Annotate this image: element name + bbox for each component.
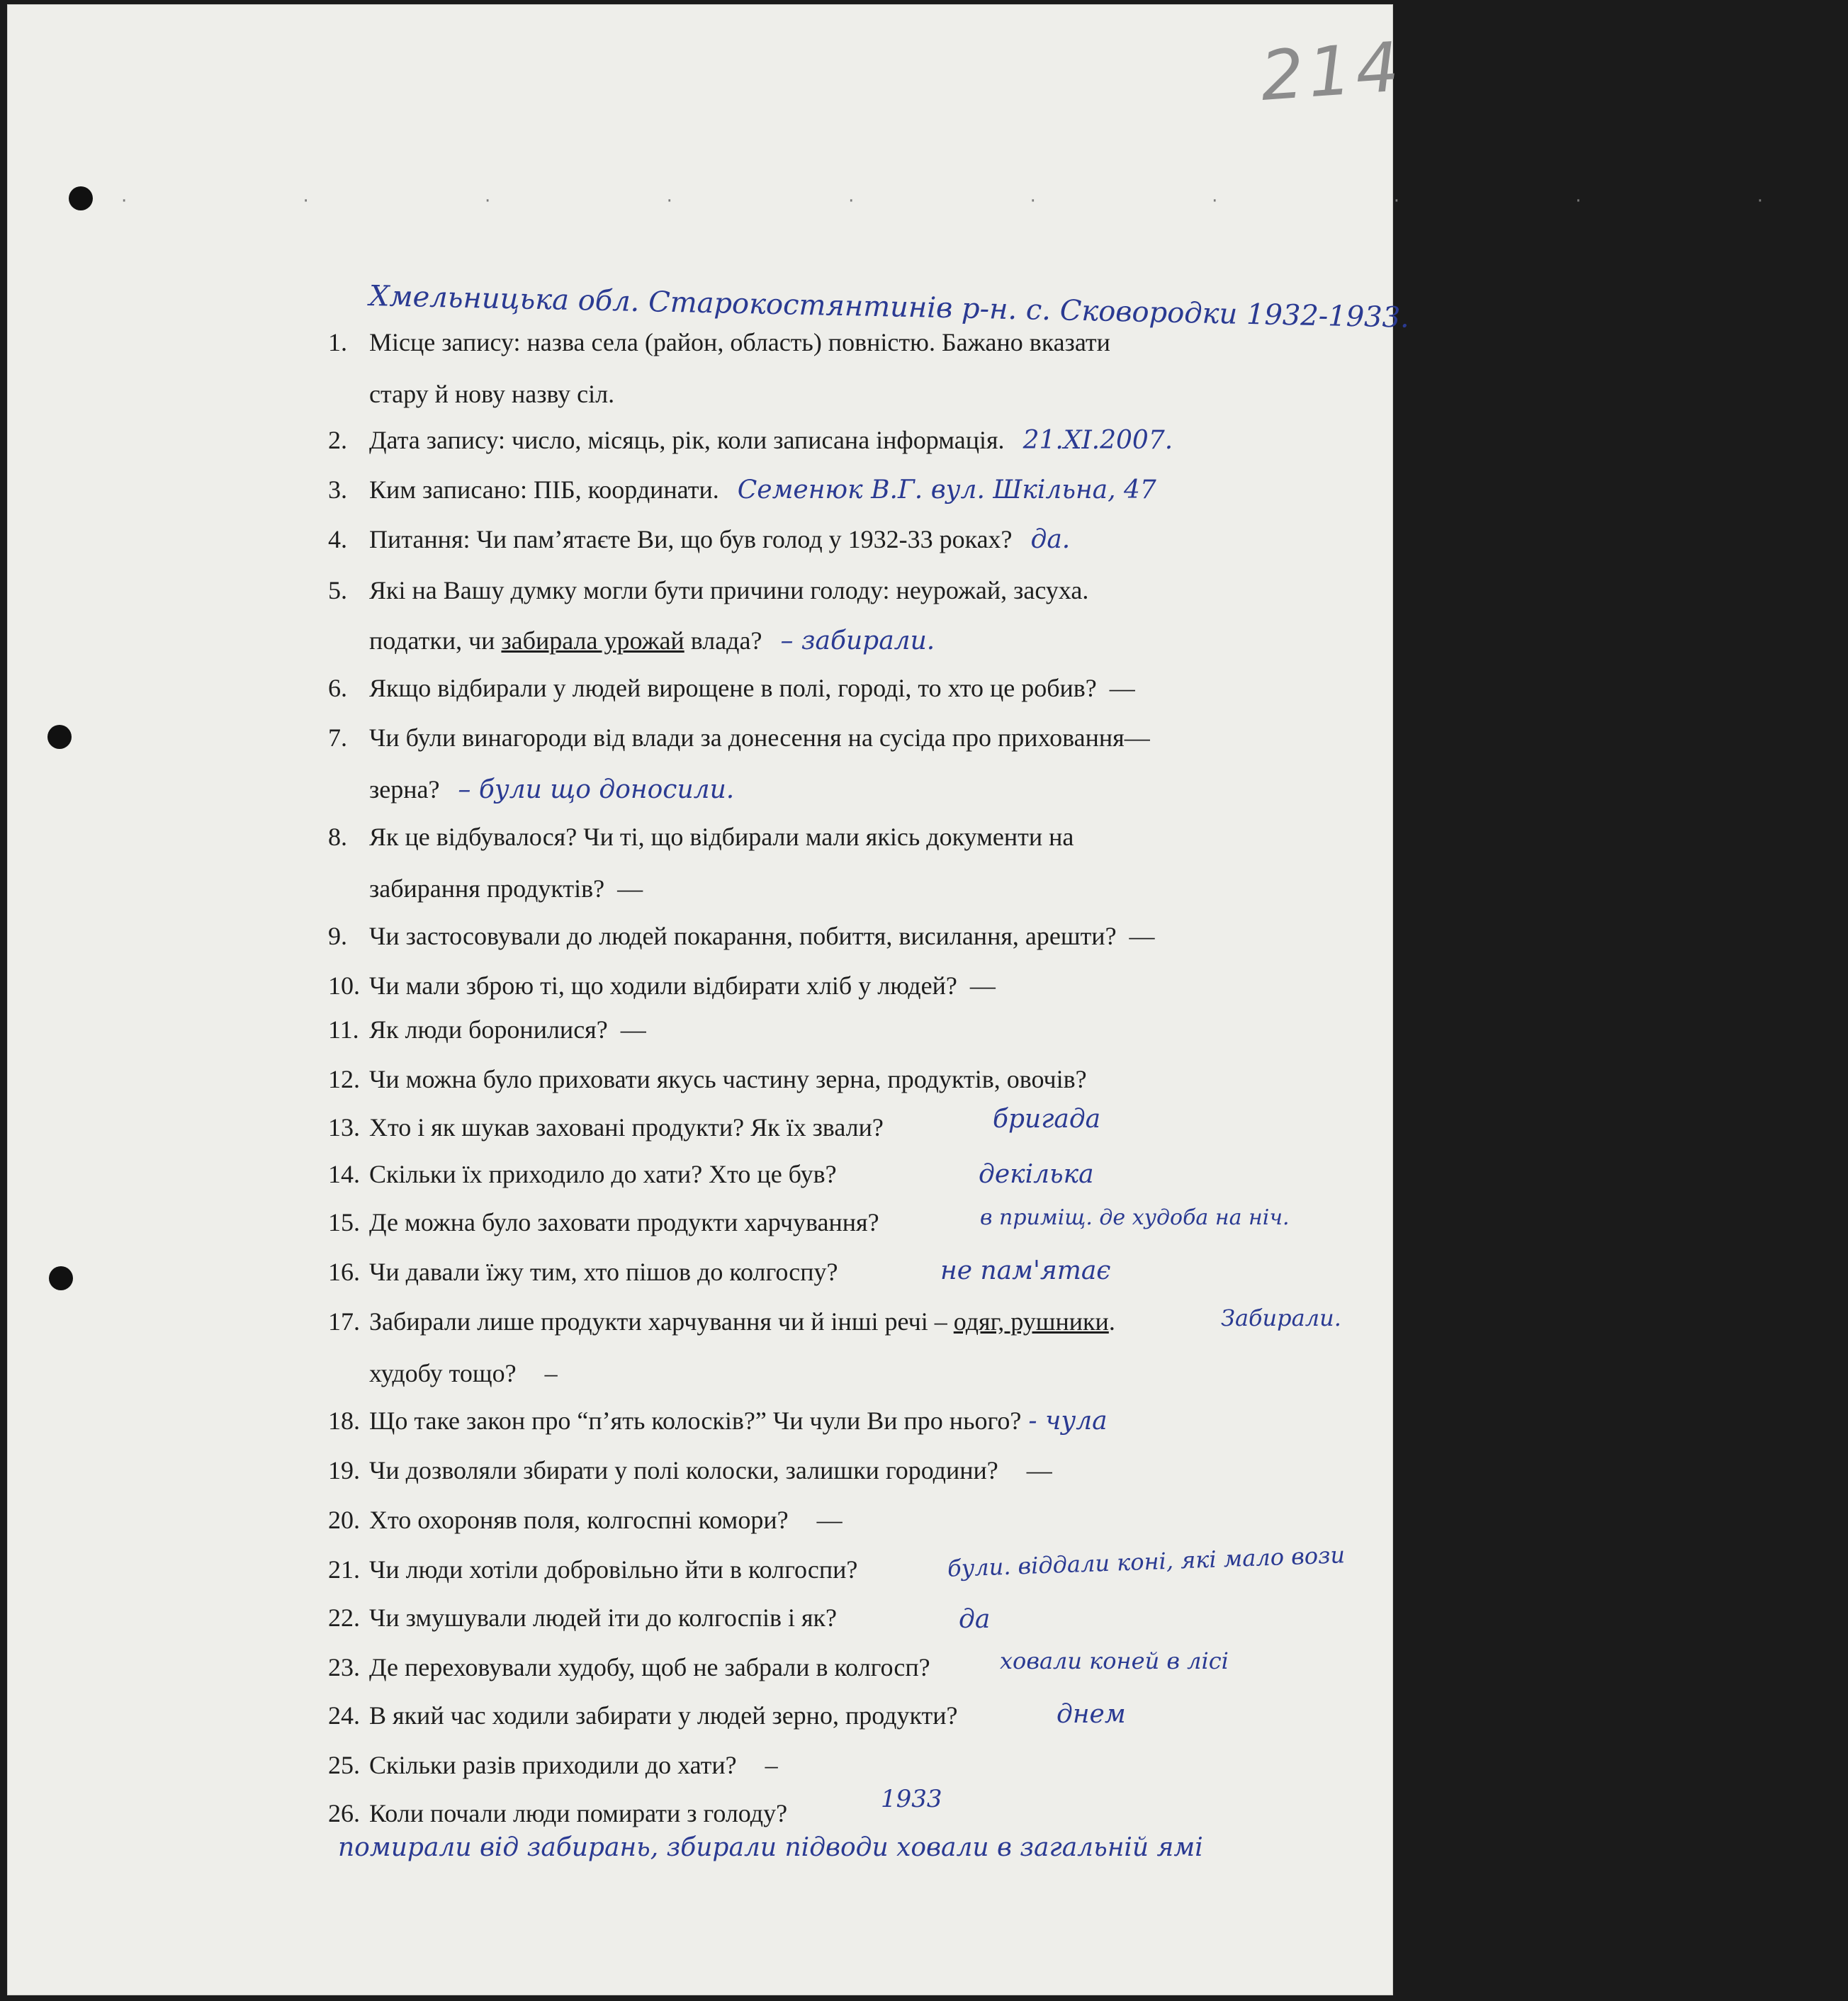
question-5: 5. Які на Вашу думку могли бути причини голоду: неурожай, засуха. <box>328 576 1089 604</box>
question-text: Чи змушували людей іти до колгоспів і як? <box>369 1603 838 1632</box>
handwritten-answer: – були що доносили. <box>458 775 735 804</box>
question-1 <box>328 329 1236 355</box>
question-17: 17. Забирали лише продукти харчування чи й інші речі – одяг, рушники. <box>328 1307 1115 1336</box>
question-text: Що таке закон про “п’ять колосків?” Чи чули Ви про нього? <box>369 1407 1022 1435</box>
handwritten-footer: помирали від забирань, збирали підводи ховали в загальній ямі <box>338 1833 1203 1862</box>
handwritten-answer: - чула <box>1028 1407 1108 1436</box>
decorative-dots: · · · · · · · · · · <box>121 191 1848 212</box>
question-text: Коли почали люди помирати з голоду? <box>369 1799 788 1827</box>
question-text: Питання: Чи пам’ятаєте Ви, що був голод у 1932-33 роках? <box>369 525 1013 553</box>
question-8-continuation: забирання продуктів? — <box>369 874 643 903</box>
handwritten-answer: Забирали. <box>1221 1304 1341 1331</box>
handwritten-answer: декілька <box>979 1160 1094 1189</box>
document-page <box>7 4 1848 1995</box>
question-25: 25. Скільки разів приходили до хати? – <box>328 1751 778 1779</box>
question-text: Як це відбувалося? Чи ті, що відбирали мали якісь документи на <box>369 823 1074 851</box>
handwritten-answer: да <box>959 1605 991 1634</box>
question-26: 26. Коли почали люди помирати з голоду? <box>328 1799 788 1827</box>
question-5-continuation: податки, чи забирала урожай влада? – забирали. <box>369 626 935 655</box>
question-text: Скільки разів приходили до хати? <box>369 1751 737 1779</box>
handwritten-answer: бригада <box>993 1105 1101 1134</box>
question-text: Де переховували худобу, щоб не забрали в колгосп? <box>369 1653 930 1681</box>
question-text: Чи мали зброю ті, що ходили відбирати хліб у людей? <box>369 971 957 1000</box>
question-text: Хто і як шукав заховані продукти? Як їх звали? <box>369 1113 884 1142</box>
question-19: 19. Чи дозволяли збирати у полі колоски, залишки городини? — <box>328 1456 1052 1484</box>
handwritten-header: Хмельницька обл. Старокостянтинів р-н. с. Сковородки 1932-1933. <box>368 280 1410 334</box>
handwritten-answer: Семенюк В.Г. вул. Шкільна, 47 <box>737 475 1156 505</box>
question-2: 2. Дата запису: число, місяць, рік, коли записана інформація. 21.XI.2007. <box>328 426 1173 455</box>
handwritten-answer: ховали коней в лісі <box>1000 1647 1229 1674</box>
question-text: Які на Вашу думку могли бути причини голоду: неурожай, засуха. <box>369 576 1089 604</box>
question-text: Чи можна було приховати якусь частину зерна, продуктів, овочів? <box>369 1065 1087 1093</box>
question-13: 13. Хто і як шукав заховані продукти? Як їх звали? <box>328 1113 884 1142</box>
question-text: Місце запису: назва села (район, область) повністю. Бажано вказати <box>369 328 1110 356</box>
question-text: В який час ходили забирати у людей зерно, продукти? <box>369 1701 958 1730</box>
handwritten-answer: да. <box>1030 525 1071 554</box>
question-10: 10. Чи мали зброю ті, що ходили відбирати хліб у людей? — <box>328 971 996 1000</box>
page-number: 214 <box>1258 27 1406 116</box>
question-text: Чи люди хотіли добровільно йти в колгоспи? <box>369 1555 858 1584</box>
dash-answer: — <box>1109 674 1135 702</box>
question-20: 20. Хто охороняв поля, колгоспні комори? — <box>328 1506 843 1534</box>
question-16: 16. Чи давали їжу тим, хто пішов до колгоспу? <box>328 1258 838 1286</box>
question-11: 11. Як люди боронилися? — <box>328 1015 646 1044</box>
handwritten-answer: 21.XI.2007. <box>1022 426 1173 455</box>
question-24: 24. В який час ходили забирати у людей зерно, продукти? <box>328 1701 958 1730</box>
question-text: Чи були винагороди від влади за донесення на сусіда про приховання— <box>369 723 1150 752</box>
question-text: Якщо відбирали у людей вирощене в полі, городі, то хто це робив? <box>369 674 1097 702</box>
punch-hole <box>49 1266 73 1290</box>
question-18: 18. Що таке закон про “п’ять колосків?” Чи чули Ви про нього? - чула <box>328 1407 1108 1436</box>
question-21: 21. Чи люди хотіли добровільно йти в колгоспи? <box>328 1555 858 1584</box>
question-7-continuation: зерна? – були що доносили. <box>369 775 735 804</box>
punch-hole <box>47 725 72 749</box>
handwritten-answer: в приміщ. де худоба на ніч. <box>980 1205 1290 1230</box>
question-7: 7. Чи були винагороди від влади за донесення на сусіда про приховання— <box>328 723 1150 752</box>
question-text: Чи дозволяли збирати у полі колоски, залишки городини? <box>369 1456 998 1484</box>
handwritten-answer: днем <box>1057 1700 1126 1729</box>
question-17-continuation: худобу тощо? – <box>369 1359 558 1387</box>
question-text: Як люди боронилися? <box>369 1015 608 1044</box>
question-text: Скільки їх приходило до хати? Хто це був? <box>369 1160 837 1188</box>
question-text: Дата запису: число, місяць, рік, коли записана інформація. <box>369 426 1005 454</box>
question-text: Чи давали їжу тим, хто пішов до колгоспу? <box>369 1258 838 1286</box>
underlined-text: забирала урожай <box>501 626 684 655</box>
question-6: 6. Якщо відбирали у людей вирощене в полі, городі, то хто це робив? — <box>328 674 1135 702</box>
question-text: Ким записано: ПІБ, координати. <box>369 475 719 504</box>
question-4: 4. Питання: Чи пам’ятаєте Ви, що був голод у 1932-33 роках? да. <box>328 525 1071 554</box>
question-8: 8. Як це відбувалося? Чи ті, що відбирали мали якісь документи на <box>328 823 1074 851</box>
handwritten-answer: не пам'ятає <box>940 1256 1111 1285</box>
question-number: 1. <box>328 328 347 356</box>
question-14: 14. Скільки їх приходило до хати? Хто це був? <box>328 1160 837 1188</box>
question-12: 12. Чи можна було приховати якусь частину зерна, продуктів, овочів? <box>328 1065 1087 1093</box>
underlined-text: одяг, рушники <box>953 1307 1109 1336</box>
question-23: 23. Де переховували худобу, щоб не забрали в колгосп? <box>328 1653 930 1681</box>
handwritten-answer: 1933 <box>881 1785 942 1813</box>
question-9: 9. Чи застосовували до людей покарання, побиття, висилання, арешти? — <box>328 922 1155 950</box>
question-text: Чи застосовували до людей покарання, побиття, висилання, арешти? <box>369 922 1117 950</box>
handwritten-answer: були. віддали коні, які мало вози <box>947 1541 1346 1582</box>
question-22: 22. Чи змушували людей іти до колгоспів і як? <box>328 1603 838 1632</box>
punch-hole <box>69 186 93 210</box>
question-text: Де можна було заховати продукти харчування? <box>369 1208 879 1236</box>
question-text: Хто охороняв поля, колгоспні комори? <box>369 1506 789 1534</box>
question-15: 15. Де можна було заховати продукти харчування? <box>328 1208 879 1236</box>
question-3: 3. Ким записано: ПІБ, координати. Семенюк В.Г. вул. Шкільна, 47 <box>328 475 1156 505</box>
handwritten-answer: – забирали. <box>780 626 935 655</box>
question-1-continuation: стару й нову назву сіл. <box>369 380 615 408</box>
